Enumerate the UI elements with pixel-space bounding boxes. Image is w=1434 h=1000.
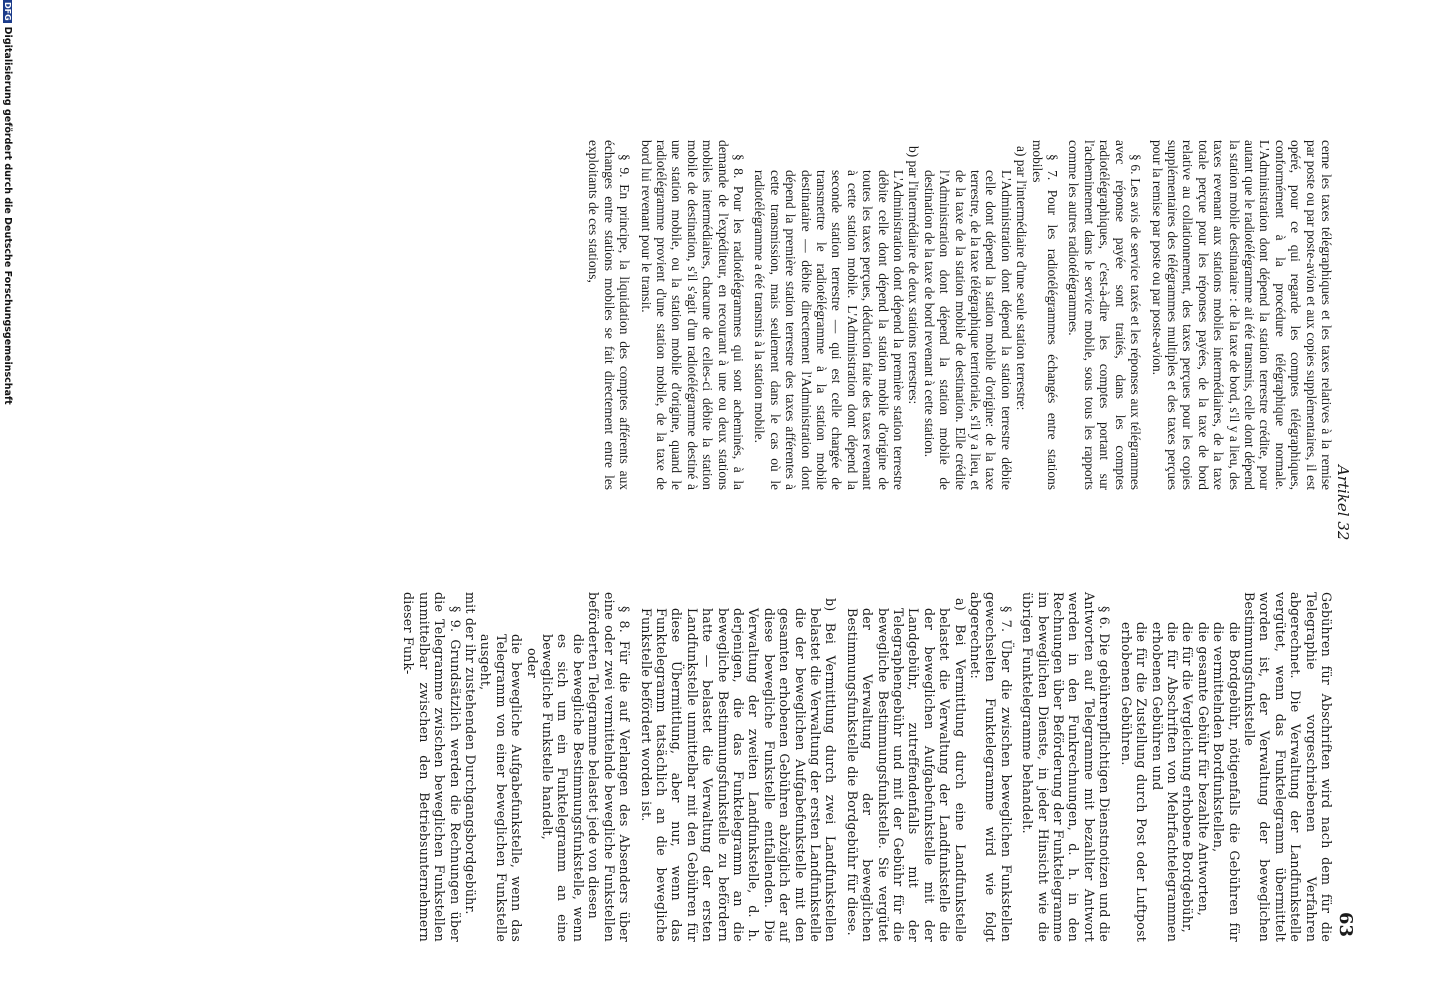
german-section-8-item: die bewegliche Aufgabefunkstelle, wenn das Telegramm von einer beweglichen Funkstelle ausgeht, [478, 634, 525, 942]
german-column [401, 592, 1334, 942]
german-section-7b: b) Bei Vermittlung durch zwei Landfunkstellen belastet die Verwaltung der ersten Landfunkstelle die der beweglichen Aufgabefunkstelle mit den gesamten erhobenen Gebühren abzüglich der auf diese bewegliche Funkstelle entfallenden. Die Verwaltung der zweiten Landfunkstelle, d. h. derjenigen, die das Funktelegramm an die bewegliche Bestimmungsfunkstelle zu befördern hatte — belastet die Verwaltung der ersten Landfunkstelle unmittelbar mit den Gebühren für diese Übermittlung, aber nur, wenn das Funktelegramm tatsächlich an die bewegliche Funkstelle befördert worden ist. [638, 598, 839, 942]
digitization-footer [2, 0, 13, 1000]
french-section-7b: L'Administration dont dépend la première station terrestre débite celle dont dépend la station mobile d'origine de toutes les taxes perçues, déduction faite des taxes revenant à cette station mobile. L'Administration dont dépend la seconde station terrestre — qui est celle chargée de transmettre le radiotélégramme à la station mobile destinataire — débite directement l'Administration dont dépend la première station terrestre des taxes afférentes à cette transmission, mais seulement dans le cas où le radiotélégramme a été transmis à la station mobile. [752, 170, 907, 490]
article-heading: Artikel 32 [1334, 465, 1352, 541]
french-section-9: § 9. En principe, la liquidation des comptes afférents aux échanges entre stations mobiles se fait directement entre les exploitants de ces stations, [586, 140, 633, 490]
german-section-8-end: mit der ihr zustehenden Durchgangsbordgebühr. [463, 592, 479, 915]
german-list-item: die für die Vergleichung erhobene Bordgebühr, [1180, 622, 1196, 933]
german-list-item: die Bordgebühr, nötigenfalls die Gebühren für die vermittelnden Bordfunkstellen, [1211, 622, 1242, 942]
german-section-9: § 9. Grundsätzlich werden die Rechnungen über die Telegramme zwischen beweglichen Funkstellen unmittelbar zwischen den Betriebsunternehmern dieser Funk- [401, 592, 463, 942]
french-section-6: § 6. Les avis de service taxés et les réponses aux télégrammes avec réponse payée sont traités, dans les comptes radiotélégraphiques, c'est-à-dire les comptes portant sur l'acheminement dans le service mobile, sous tous les rapports comme les autres radiotélégrammes. [1066, 140, 1144, 490]
dfg-logo: DFG [3, 2, 12, 21]
german-section-7a: a) Bei Vermittlung durch eine Landfunkstelle belastet die Verwaltung der Landfunkstelle die der beweglichen Aufgabefunkstelle mit der Landgebühr, zutreffendenfalls mit der Telegraphengebühr und mit der Gebühr für die bewegliche Bestimmungsfunkstelle. Sie vergütet der Verwaltung der beweglichen Bestimmungsfunkstelle die Bordgebühr für diese. [844, 598, 968, 942]
german-section-8-item: die bewegliche Bestimmungsfunkstelle, wenn es sich um ein Funktelegramm an eine bewegliche Funkstelle handelt, [540, 634, 586, 942]
french-paragraph: cerne les taxes télégraphiques et les taxes relatives à la remise par poste ou par poste-avion et aux copies supplémentaires, il est opéré, pour ce qui regarde les comptes télégraphiques, conformément à la procédure télégraphique normale. L'Administration dont dépend la station terrestre crédite, pour autant que le radiotélégramme ait été transmis, celle dont dépend la station mobile destinataire : de la taxe de bord, s'il y a lieu, des taxes revenant aux stations mobiles intermédiaires, de la taxe totale perçue pour les réponses payées, de la taxe de bord relative au collationnement, des taxes perçues pour les copies supplémentaires des télégrammes multiples et des taxes perçues pour la remise par poste ou par poste-avion. [1149, 140, 1334, 490]
german-or-word: oder [524, 648, 540, 678]
german-list-item: die für die Zustellung durch Post oder Luftpost erhobenen Gebühren. [1118, 622, 1150, 942]
german-section-8: § 8. Für die auf Verlangen des Absenders über eine oder zwei vermittelnde bewegliche Funkstellen beförderten Telegramme belastet jede von diesen [586, 592, 633, 942]
footer-text: Digitalisierung gefördert durch die Deutsche Forschungsgemeinschaft [2, 26, 13, 405]
german-paragraph: Gebühren für Abschriften wird nach dem für die Telegraphie vorgeschriebenen Verfahren abgerechnet. Die Verwaltung der Landfunkstelle vergütet, wenn das Funktelegramm übermittelt worden ist, der Verwaltung der beweglichen Bestimmungsfunkstelle [1241, 592, 1334, 942]
german-section-6: § 6. Die gebührenpflichtigen Dienstnotizen und die Antworten auf Telegramme mit bezahlter Antwort werden in den Funkrechnungen, d. h. in den Rechnungen über Beförderung der Funktelegramme im beweglichen Dienste, in jeder Hinsicht wie die übrigen Funktelegramme behandelt. [1020, 592, 1113, 942]
french-column [586, 140, 1334, 490]
french-section-7b-title: b) par l'intermédiaire de deux stations terrestres: [906, 146, 922, 405]
french-section-8: § 8. Pour les radiotélégrammes qui sont acheminés, à la demande de l'expéditeur, en recourant à une ou deux stations mobiles intermédiaires, chacune de celles-ci débite la station mobile de destination, s'il s'agit d'un radiotélégramme destiné à une station mobile, ou la station mobile d'origine, quand le radiotélégramme provient d'une station mobile, de la taxe de bord lui revenant pour le transit. [638, 140, 746, 490]
french-section-7a: L'Administration dont dépend la station terrestre débite celle dont dépend la station mobile d'origine: de la taxe terrestre, de la taxe télégraphique territoriale, s'il y a lieu, et de la taxe de la station mobile de destination. Elle crédite l'Administration dont dépend la station mobile de destination de la taxe de bord revenant à cette station. [921, 170, 1014, 490]
german-section-7: § 7. Über die zwischen beweglichen Funkstellen gewechselten Funktelegramme wird wie folgt abgerechnet: [968, 592, 1014, 942]
german-list-item: die gesamte Gebühr für bezahlte Antworten, [1195, 622, 1211, 917]
german-list-item: die für Abschriften von Mehrfachtelegrammen erhobenen Gebühren und [1149, 622, 1180, 942]
french-section-7: § 7. Pour les radiotélégrammes échangés entre stations mobiles [1029, 140, 1061, 490]
french-section-7a-title: a) par l'intermédiaire d'une seule station terrestre: [1014, 146, 1030, 411]
page-number: 63 [1335, 912, 1356, 938]
